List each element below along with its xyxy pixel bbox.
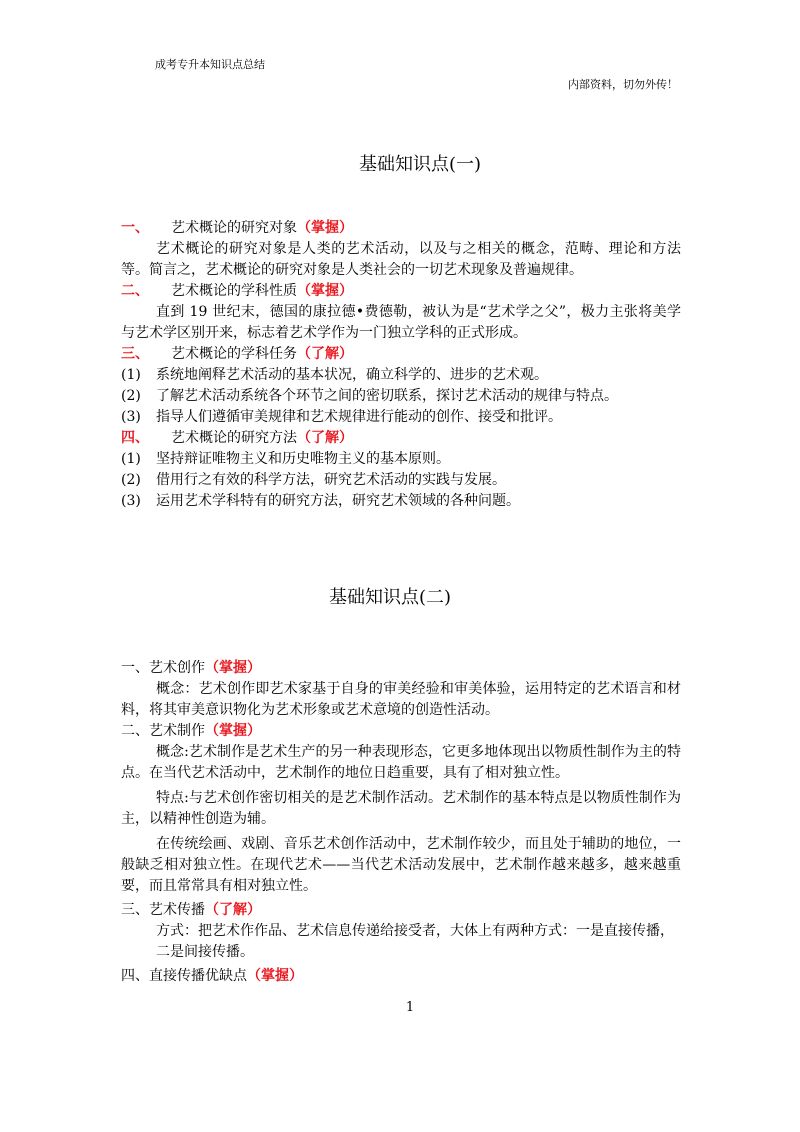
paragraph: 艺术概论的研究对象是人类的艺术活动，以及与之相关的概念，范畴、理论和方法等。简言之，艺术概论的研究对象是人类社会的一切艺术现象及普遍规律。 [121, 241, 681, 278]
heading-text: 艺术概论的研究对象 [171, 220, 297, 236]
paragraph: 概念:艺术制作是艺术生产的另一种表现形态，它更多地体现出以物质性制作为主的特点。在当代艺术活动中，艺术制作的地位日趋重要，具有了相对独立性。 [121, 744, 681, 781]
list-item: (2) 借用行之有效的科学方法，研究艺术活动的实践与发展。 [121, 472, 506, 488]
list-item: (3) 指导人们遵循审美规律和艺术规律进行能动的创作、接受和批评。 [121, 409, 562, 425]
heading-tag: （掌握） [247, 968, 303, 984]
paragraph: 概念：艺术创作即艺术家基于自身的审美经验和审美体验，运用特定的艺术语言和材料，将其审美意识物化为艺术形象或艺术意境的创造性活动。 [121, 681, 681, 718]
page-number: 1 [405, 1000, 415, 1015]
header-left-text: 成考专升本知识点总结 [155, 58, 265, 71]
heading-1-1 [121, 218, 681, 239]
heading-2-4 [121, 966, 681, 987]
heading-2-1 [121, 658, 681, 679]
heading-1-4 [121, 428, 681, 449]
heading-text: 艺术概论的研究方法 [171, 430, 297, 446]
heading-2-2 [121, 721, 681, 742]
heading-text: 艺术概论的学科任务 [171, 346, 297, 362]
section-1-body [121, 218, 681, 512]
heading-text: 四、直接传播优缺点 [121, 968, 247, 984]
heading-1-3 [121, 344, 681, 365]
heading-1-2 [121, 281, 681, 302]
paragraph: 直到 19 世纪末，德国的康拉德•费德勒，被认为是“艺术学之父”，极力主张将美学与艺术学区别开来，标志着艺术学作为一门独立学科的正式形成。 [121, 304, 681, 341]
header-right-text: 内部资料，切勿外传！ [568, 78, 678, 91]
paragraph: 方式：把艺术作作品、艺术信息传递给接受者，大体上有两种方式：一是直接传播，二是间接传播。 [156, 923, 674, 960]
heading-number: 三、 [121, 346, 149, 362]
heading-text: 二、艺术制作 [121, 723, 205, 739]
heading-tag: （了解） [297, 430, 353, 446]
heading-tag: （掌握） [205, 723, 261, 739]
paragraph: 在传统绘画、戏剧、音乐艺术创作活动中，艺术制作较少，而且处于辅助的地位，一般缺乏相对独立性。在现代艺术——当代艺术活动发展中，艺术制作越来越多，越来越重要，而且常常具有相对独立性。 [121, 836, 681, 894]
heading-tag: （掌握） [205, 660, 261, 676]
list-item: (2) 了解艺术活动系统各个环节之间的密切联系，探讨艺术活动的规律与特点。 [121, 388, 618, 404]
heading-tag: （了解） [297, 346, 353, 362]
heading-tag: （掌握） [297, 283, 353, 299]
heading-number: 二、 [121, 283, 149, 299]
section-title-1: 基础知识点(一) [358, 154, 482, 175]
section-title-2: 基础知识点(二) [328, 587, 452, 608]
heading-tag: （了解） [205, 902, 261, 918]
heading-text: 三、艺术传播 [121, 902, 205, 918]
heading-text: 艺术概论的学科性质 [171, 283, 297, 299]
heading-2-3 [121, 900, 681, 921]
heading-tag: （掌握） [297, 220, 353, 236]
list-item: (1) 坚持辩证唯物主义和历史唯物主义的基本原则。 [121, 451, 450, 467]
section-2-body [121, 658, 681, 987]
heading-number: 一、 [121, 220, 149, 236]
list-item: (3) 运用艺术学科特有的研究方法，研究艺术领域的各种问题。 [121, 493, 520, 509]
list-item: (1) 系统地阐释艺术活动的基本状况，确立科学的、进步的艺术观。 [121, 367, 548, 383]
heading-number: 四、 [121, 430, 149, 446]
heading-text: 一、艺术创作 [121, 660, 205, 676]
paragraph: 特点:与艺术创作密切相关的是艺术制作活动。艺术制作的基本特点是以物质性制作为主，以精神性创造为辅。 [121, 790, 681, 827]
